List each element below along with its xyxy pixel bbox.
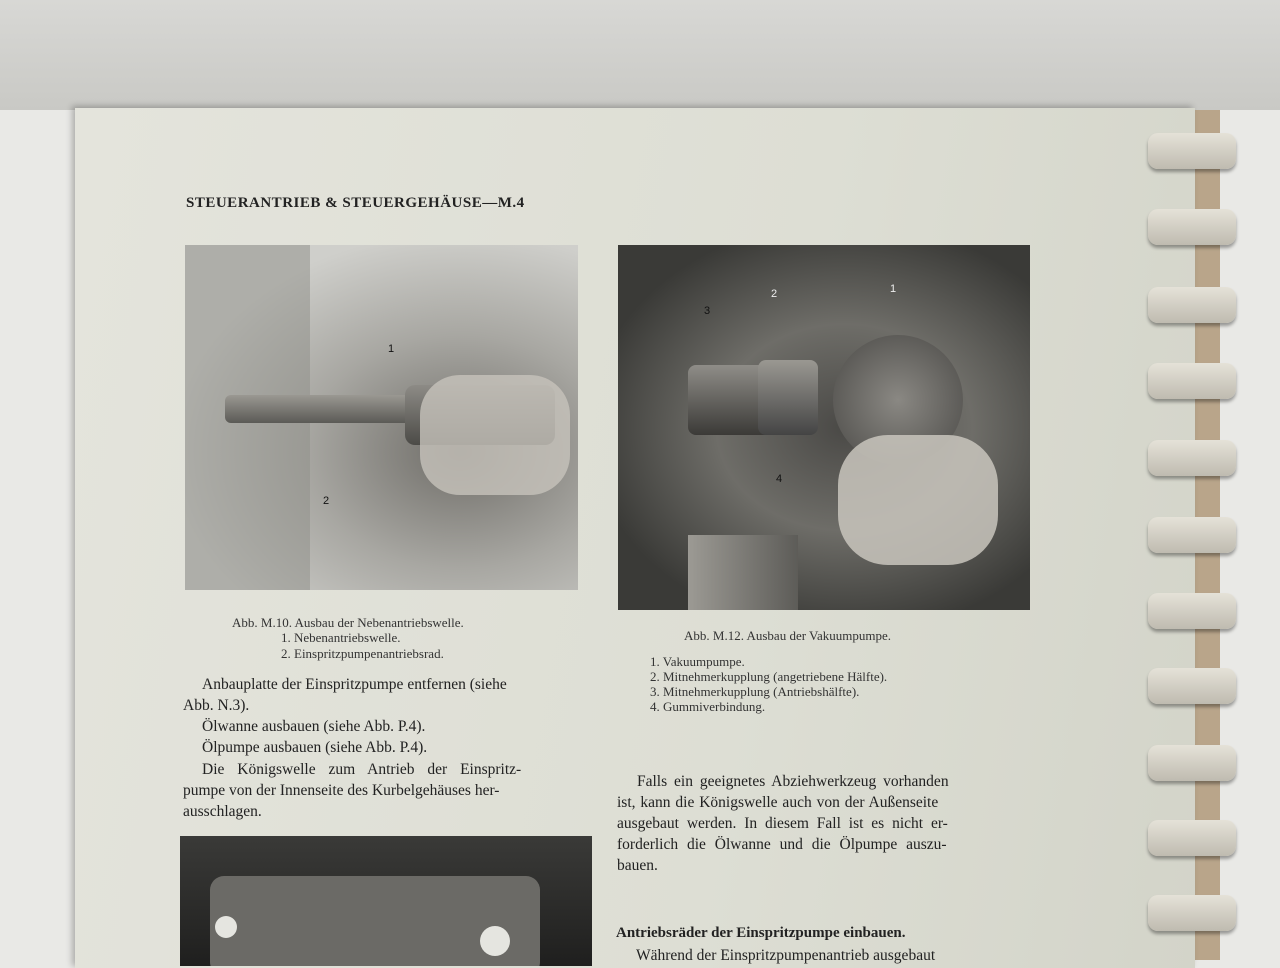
body-line: ist, kann die Königswelle auch von der Außenseite: [617, 794, 939, 811]
binding-ring: [1148, 745, 1236, 781]
body-line: Anbauplatte der Einspritzpumpe entfernen (siehe: [202, 676, 507, 693]
binding-ring: [1148, 440, 1236, 476]
binding-ring: [1148, 593, 1236, 629]
callout-label: 1: [890, 283, 897, 295]
body-line: Ölpumpe ausbauen (siehe Abb. P.4).: [202, 739, 428, 756]
figure-caption: Abb. M.10. Ausbau der Nebenantriebswelle.: [232, 615, 464, 630]
binding-ring: [1148, 668, 1236, 704]
binding-ring: [1148, 133, 1236, 169]
section-heading: Antriebsräder der Einspritzpumpe einbauen.: [616, 925, 906, 941]
body-line: ausschlagen.: [183, 803, 262, 820]
figure-item: 4. Gummiverbindung.: [650, 699, 766, 714]
body-line: Falls ein geeignetes Abziehwerkzeug vorhanden: [637, 773, 949, 790]
photo-vakuumpumpe: [618, 245, 1030, 610]
body-line: Abb. N.3).: [183, 697, 250, 714]
binding-ring: [1148, 363, 1236, 399]
page-header: STEUERANTRIEB & STEUERGEHÄUSE—M.4: [186, 195, 525, 211]
body-line-partial: Während der Einspritzpumpenantrieb ausgebaut: [636, 947, 936, 964]
binding-ring: [1148, 517, 1236, 553]
body-line: ausgebaut werden. In diesem Fall ist es nicht er-: [617, 815, 948, 832]
photo-nebenantriebswelle: [185, 245, 578, 590]
callout-label: 2: [771, 288, 778, 300]
figure-item: 1. Vakuumpumpe.: [650, 654, 745, 669]
callout-label: 4: [776, 473, 783, 485]
callout-label: 3: [704, 305, 711, 317]
binding-ring: [1148, 820, 1236, 856]
callout-label: 1: [388, 343, 395, 355]
body-line: pumpe von der Innenseite des Kurbelgehäuses her-: [183, 782, 500, 799]
figure-item: 1. Nebenantriebswelle.: [281, 630, 401, 645]
photo-bottom: [180, 836, 592, 966]
figure-caption: Abb. M.12. Ausbau der Vakuumpumpe.: [684, 628, 892, 643]
callout-label: 2: [323, 495, 330, 507]
body-line: Die Königswelle zum Antrieb der Einspritz-: [202, 761, 522, 778]
body-line: forderlich die Ölwanne und die Ölpumpe auszu-: [617, 836, 947, 853]
figure-item: 2. Mitnehmerkupplung (angetriebene Hälfte).: [650, 669, 888, 684]
figure-item: 3. Mitnehmerkupplung (Antriebshälfte).: [650, 684, 860, 699]
binding-ring: [1148, 287, 1236, 323]
background-top: [0, 0, 1280, 110]
binding-ring: [1148, 209, 1236, 245]
body-line: Ölwanne ausbauen (siehe Abb. P.4).: [202, 718, 426, 735]
body-line: bauen.: [617, 857, 658, 874]
figure-item: 2. Einspritzpumpenantriebsrad.: [281, 646, 444, 661]
binding-ring: [1148, 895, 1236, 931]
